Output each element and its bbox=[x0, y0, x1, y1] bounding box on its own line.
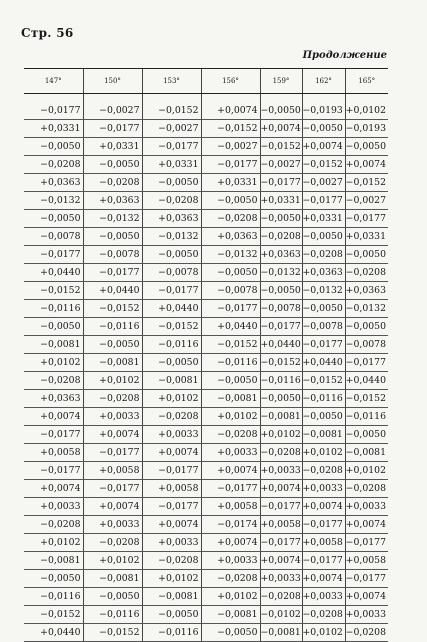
table-cell: −0,0177 bbox=[142, 462, 201, 480]
table-cell: +0,0363 bbox=[142, 210, 201, 228]
table-cell: −0,0193 bbox=[345, 120, 388, 138]
table-row bbox=[24, 336, 388, 354]
continuation-label: Продолжение bbox=[302, 50, 387, 61]
table-row bbox=[24, 174, 388, 192]
table-cell: +0,0102 bbox=[24, 534, 83, 552]
table-cell: −0,0027 bbox=[260, 156, 302, 174]
table-cell: +0,0058 bbox=[345, 552, 388, 570]
table-cell: −0,0081 bbox=[83, 570, 142, 588]
table-cell: +0,0331 bbox=[302, 210, 345, 228]
table-cell: −0,0177 bbox=[260, 174, 302, 192]
table-row bbox=[24, 588, 388, 606]
table-row bbox=[24, 300, 388, 318]
table-cell: −0,0152 bbox=[201, 336, 260, 354]
table-cell: −0,0132 bbox=[201, 246, 260, 264]
table-cell: +0,0033 bbox=[142, 534, 201, 552]
table-cell: −0,0050 bbox=[260, 102, 302, 120]
table-cell: −0,0177 bbox=[345, 354, 388, 372]
column-header: 147° bbox=[24, 69, 83, 94]
table-row bbox=[24, 138, 388, 156]
table-cell: −0,0177 bbox=[24, 246, 83, 264]
table-row bbox=[24, 462, 388, 480]
table-cell: −0,0050 bbox=[302, 408, 345, 426]
table-cell: −0,0050 bbox=[142, 606, 201, 624]
spacer-cell bbox=[24, 94, 83, 103]
table-row bbox=[24, 426, 388, 444]
table-cell: +0,0058 bbox=[142, 480, 201, 498]
table-cell: −0,0081 bbox=[302, 426, 345, 444]
table-cell: +0,0331 bbox=[83, 138, 142, 156]
table-cell: +0,0102 bbox=[83, 372, 142, 390]
table-cell: +0,0074 bbox=[201, 102, 260, 120]
table-cell: −0,0078 bbox=[142, 264, 201, 282]
table-cell: −0,0177 bbox=[24, 462, 83, 480]
table-cell: +0,0074 bbox=[142, 516, 201, 534]
table-cell: −0,0078 bbox=[345, 336, 388, 354]
table-cell: −0,0177 bbox=[345, 534, 388, 552]
table-row bbox=[24, 444, 388, 462]
table-cell: −0,0050 bbox=[83, 228, 142, 246]
table-cell: −0,0208 bbox=[260, 588, 302, 606]
table-cell: −0,0208 bbox=[24, 372, 83, 390]
header-row bbox=[24, 69, 388, 94]
table-cell: +0,0440 bbox=[302, 354, 345, 372]
table-row bbox=[24, 318, 388, 336]
table-cell: −0,0050 bbox=[83, 588, 142, 606]
table-cell: +0,0331 bbox=[24, 120, 83, 138]
table-cell: +0,0033 bbox=[260, 462, 302, 480]
table-cell: +0,0331 bbox=[201, 174, 260, 192]
table-row bbox=[24, 408, 388, 426]
table-row bbox=[24, 570, 388, 588]
table-cell: +0,0074 bbox=[345, 516, 388, 534]
table-row bbox=[24, 156, 388, 174]
table-cell: −0,0027 bbox=[345, 192, 388, 210]
table-cell: −0,0208 bbox=[142, 408, 201, 426]
table-cell: −0,0177 bbox=[302, 336, 345, 354]
table-cell: +0,0033 bbox=[201, 552, 260, 570]
table-cell: −0,0177 bbox=[83, 264, 142, 282]
table-cell: +0,0102 bbox=[260, 426, 302, 444]
table-row bbox=[24, 606, 388, 624]
table-cell: −0,0177 bbox=[83, 120, 142, 138]
table-cell: +0,0363 bbox=[302, 264, 345, 282]
table-cell: +0,0331 bbox=[345, 228, 388, 246]
table-cell: +0,0440 bbox=[142, 300, 201, 318]
table-cell: −0,0208 bbox=[302, 462, 345, 480]
table-row bbox=[24, 210, 388, 228]
table-cell: −0,0177 bbox=[83, 444, 142, 462]
values-table bbox=[24, 68, 388, 642]
table-cell: +0,0033 bbox=[302, 480, 345, 498]
table-cell: +0,0102 bbox=[345, 102, 388, 120]
table-cell: −0,0177 bbox=[201, 156, 260, 174]
table-row bbox=[24, 246, 388, 264]
table-cell: −0,0116 bbox=[345, 408, 388, 426]
table-cell: −0,0050 bbox=[24, 138, 83, 156]
table-row bbox=[24, 102, 388, 120]
table-cell: +0,0074 bbox=[302, 570, 345, 588]
table-cell: +0,0440 bbox=[83, 282, 142, 300]
table-cell: −0,0050 bbox=[24, 210, 83, 228]
table-cell: −0,0050 bbox=[142, 174, 201, 192]
table-cell: +0,0331 bbox=[142, 156, 201, 174]
table-cell: −0,0116 bbox=[302, 390, 345, 408]
table-cell: +0,0033 bbox=[302, 588, 345, 606]
table-cell: +0,0102 bbox=[83, 552, 142, 570]
table-row bbox=[24, 228, 388, 246]
table-cell: +0,0033 bbox=[83, 516, 142, 534]
table-cell: +0,0440 bbox=[201, 318, 260, 336]
table-cell: −0,0081 bbox=[24, 336, 83, 354]
table-cell: −0,0027 bbox=[142, 120, 201, 138]
table-cell: −0,0132 bbox=[302, 282, 345, 300]
table-cell: −0,0208 bbox=[83, 174, 142, 192]
spacer-cell bbox=[260, 94, 302, 103]
table-cell: −0,0050 bbox=[24, 570, 83, 588]
table-cell: −0,0152 bbox=[345, 390, 388, 408]
table-cell: −0,0152 bbox=[260, 354, 302, 372]
table-cell: −0,0208 bbox=[201, 570, 260, 588]
table-cell: −0,0132 bbox=[83, 210, 142, 228]
table-row bbox=[24, 390, 388, 408]
table-cell: −0,0050 bbox=[260, 282, 302, 300]
table-cell: +0,0440 bbox=[24, 624, 83, 642]
table-cell: −0,0208 bbox=[302, 246, 345, 264]
table-cell: −0,0177 bbox=[345, 570, 388, 588]
table-cell: −0,0177 bbox=[24, 102, 83, 120]
table-cell: +0,0102 bbox=[142, 390, 201, 408]
table-row bbox=[24, 354, 388, 372]
table-cell: +0,0102 bbox=[201, 588, 260, 606]
table-cell: −0,0177 bbox=[260, 318, 302, 336]
table-cell: +0,0074 bbox=[24, 480, 83, 498]
table-cell: −0,0177 bbox=[260, 498, 302, 516]
page-label: Стр. 56 bbox=[21, 26, 74, 40]
table-cell: +0,0102 bbox=[345, 462, 388, 480]
table-cell: +0,0363 bbox=[24, 390, 83, 408]
table-cell: −0,0116 bbox=[142, 624, 201, 642]
table-cell: −0,0050 bbox=[260, 210, 302, 228]
table-cell: +0,0033 bbox=[24, 498, 83, 516]
table-cell: −0,0027 bbox=[83, 102, 142, 120]
table-cell: −0,0050 bbox=[142, 354, 201, 372]
table-row bbox=[24, 624, 388, 642]
spacer-cell bbox=[83, 94, 142, 103]
table-cell: −0,0050 bbox=[302, 228, 345, 246]
table-cell: −0,0132 bbox=[260, 264, 302, 282]
table-cell: +0,0363 bbox=[83, 192, 142, 210]
table-cell: −0,0116 bbox=[24, 300, 83, 318]
table-cell: +0,0033 bbox=[345, 498, 388, 516]
table-cell: −0,0116 bbox=[142, 336, 201, 354]
table-cell: +0,0363 bbox=[260, 246, 302, 264]
table-cell: −0,0081 bbox=[142, 372, 201, 390]
table-cell: −0,0050 bbox=[345, 426, 388, 444]
table-cell: −0,0050 bbox=[24, 318, 83, 336]
table-cell: −0,0152 bbox=[83, 624, 142, 642]
spacer-cell bbox=[201, 94, 260, 103]
table-cell: −0,0208 bbox=[345, 264, 388, 282]
table-cell: +0,0363 bbox=[345, 282, 388, 300]
table-cell: −0,0208 bbox=[24, 516, 83, 534]
table-cell: −0,0050 bbox=[302, 120, 345, 138]
table-cell: −0,0208 bbox=[83, 534, 142, 552]
table-cell: +0,0363 bbox=[24, 174, 83, 192]
table-cell: −0,0177 bbox=[302, 192, 345, 210]
table-cell: −0,0081 bbox=[201, 390, 260, 408]
table-cell: −0,0050 bbox=[83, 156, 142, 174]
table-cell: −0,0208 bbox=[24, 156, 83, 174]
spacer-cell bbox=[345, 94, 388, 103]
table-cell: +0,0102 bbox=[24, 354, 83, 372]
table-cell: +0,0074 bbox=[24, 408, 83, 426]
table-cell: +0,0033 bbox=[142, 426, 201, 444]
table-cell: −0,0152 bbox=[24, 606, 83, 624]
table-cell: +0,0074 bbox=[302, 498, 345, 516]
table-cell: −0,0208 bbox=[142, 552, 201, 570]
table-cell: −0,0050 bbox=[83, 336, 142, 354]
table-cell: −0,0050 bbox=[201, 624, 260, 642]
table-cell: +0,0033 bbox=[83, 408, 142, 426]
table-cell: −0,0208 bbox=[302, 606, 345, 624]
spacer-cell bbox=[302, 94, 345, 103]
table-cell: −0,0078 bbox=[302, 318, 345, 336]
table-cell: −0,0152 bbox=[201, 120, 260, 138]
table-row bbox=[24, 192, 388, 210]
table-cell: −0,0102 bbox=[260, 606, 302, 624]
table-cell: −0,0152 bbox=[302, 372, 345, 390]
table-cell: +0,0102 bbox=[201, 408, 260, 426]
table-cell: −0,0177 bbox=[24, 426, 83, 444]
table-cell: −0,0050 bbox=[201, 192, 260, 210]
table-cell: −0,0116 bbox=[24, 588, 83, 606]
table-cell: +0,0440 bbox=[260, 336, 302, 354]
table-cell: +0,0074 bbox=[302, 138, 345, 156]
table-cell: −0,0152 bbox=[302, 156, 345, 174]
column-header: 153° bbox=[142, 69, 201, 94]
table-cell: −0,0208 bbox=[260, 444, 302, 462]
table-cell: −0,0081 bbox=[345, 444, 388, 462]
table-row bbox=[24, 282, 388, 300]
table-cell: −0,0116 bbox=[83, 318, 142, 336]
table-cell: +0,0074 bbox=[260, 552, 302, 570]
table-cell: −0,0050 bbox=[345, 246, 388, 264]
table-cell: −0,0177 bbox=[142, 138, 201, 156]
table-cell: −0,0081 bbox=[24, 552, 83, 570]
table-cell: −0,0116 bbox=[260, 372, 302, 390]
table-cell: −0,0152 bbox=[345, 174, 388, 192]
column-header: 162° bbox=[302, 69, 345, 94]
table-cell: −0,0174 bbox=[201, 516, 260, 534]
table-cell: +0,0074 bbox=[201, 462, 260, 480]
table-cell: −0,0208 bbox=[345, 480, 388, 498]
table-cell: −0,0152 bbox=[83, 300, 142, 318]
column-header: 150° bbox=[83, 69, 142, 94]
table-row bbox=[24, 498, 388, 516]
table-cell: −0,0081 bbox=[201, 606, 260, 624]
table-cell: −0,0132 bbox=[142, 228, 201, 246]
table-row bbox=[24, 372, 388, 390]
table-cell: +0,0074 bbox=[345, 588, 388, 606]
table-cell: −0,0177 bbox=[83, 480, 142, 498]
table-cell: +0,0058 bbox=[24, 444, 83, 462]
table-cell: −0,0177 bbox=[201, 300, 260, 318]
spacer-row bbox=[24, 94, 388, 103]
table-cell: −0,0116 bbox=[201, 354, 260, 372]
table-cell: −0,0078 bbox=[24, 228, 83, 246]
table-cell: +0,0074 bbox=[260, 480, 302, 498]
table-cell: −0,0078 bbox=[260, 300, 302, 318]
table-cell: +0,0058 bbox=[83, 462, 142, 480]
table-cell: −0,0193 bbox=[302, 102, 345, 120]
column-header: 159° bbox=[260, 69, 302, 94]
table-cell: −0,0177 bbox=[201, 480, 260, 498]
table-cell: +0,0440 bbox=[24, 264, 83, 282]
table-cell: −0,0177 bbox=[260, 534, 302, 552]
column-header: 156° bbox=[201, 69, 260, 94]
spacer-cell bbox=[142, 94, 201, 103]
table-cell: −0,0208 bbox=[201, 426, 260, 444]
table-cell: −0,0050 bbox=[345, 138, 388, 156]
table-cell: −0,0050 bbox=[302, 300, 345, 318]
table-cell: +0,0074 bbox=[201, 534, 260, 552]
column-header: 165° bbox=[345, 69, 388, 94]
table-cell: −0,0050 bbox=[201, 372, 260, 390]
table-cell: −0,0027 bbox=[302, 174, 345, 192]
table-cell: −0,0081 bbox=[142, 588, 201, 606]
table-cell: +0,0074 bbox=[260, 120, 302, 138]
table-cell: −0,0081 bbox=[83, 354, 142, 372]
table-row bbox=[24, 264, 388, 282]
table-cell: −0,0208 bbox=[260, 228, 302, 246]
table-cell: −0,0078 bbox=[83, 246, 142, 264]
table-cell: −0,0027 bbox=[201, 138, 260, 156]
table-cell: −0,0050 bbox=[201, 264, 260, 282]
table-cell: −0,0152 bbox=[24, 282, 83, 300]
table-cell: −0,0132 bbox=[345, 300, 388, 318]
table-cell: −0,0177 bbox=[302, 516, 345, 534]
table-cell: −0,0208 bbox=[142, 192, 201, 210]
table-cell: −0,0177 bbox=[302, 552, 345, 570]
table-row bbox=[24, 480, 388, 498]
table-cell: −0,0152 bbox=[142, 318, 201, 336]
table-cell: −0,0177 bbox=[142, 498, 201, 516]
table-cell: +0,0074 bbox=[142, 444, 201, 462]
table-cell: +0,0033 bbox=[201, 444, 260, 462]
table-cell: −0,0152 bbox=[260, 138, 302, 156]
table-cell: +0,0074 bbox=[83, 498, 142, 516]
table-cell: −0,0132 bbox=[24, 192, 83, 210]
table-cell: +0,0058 bbox=[201, 498, 260, 516]
table-cell: −0,0208 bbox=[83, 390, 142, 408]
table-cell: +0,0440 bbox=[345, 372, 388, 390]
table-cell: −0,0116 bbox=[83, 606, 142, 624]
table-cell: +0,0331 bbox=[260, 192, 302, 210]
table-row bbox=[24, 534, 388, 552]
table-cell: −0,0050 bbox=[142, 246, 201, 264]
table-cell: −0,0078 bbox=[201, 282, 260, 300]
table-cell: +0,0102 bbox=[302, 624, 345, 642]
table-cell: +0,0363 bbox=[201, 228, 260, 246]
table-row bbox=[24, 120, 388, 138]
table-cell: +0,0102 bbox=[302, 444, 345, 462]
table-cell: +0,0033 bbox=[260, 570, 302, 588]
table-cell: +0,0058 bbox=[302, 534, 345, 552]
table-cell: +0,0074 bbox=[83, 426, 142, 444]
table-cell: −0,0177 bbox=[345, 210, 388, 228]
table-cell: +0,0058 bbox=[260, 516, 302, 534]
table-cell: −0,0050 bbox=[345, 318, 388, 336]
table-cell: +0,0102 bbox=[142, 570, 201, 588]
table-cell: −0,0081 bbox=[260, 408, 302, 426]
table-row bbox=[24, 516, 388, 534]
table-cell: −0,0050 bbox=[260, 390, 302, 408]
table-cell: +0,0074 bbox=[345, 156, 388, 174]
table-cell: +0,0033 bbox=[345, 606, 388, 624]
table-cell: −0,0152 bbox=[142, 102, 201, 120]
table-cell: −0,0177 bbox=[142, 282, 201, 300]
table-cell: −0,0081 bbox=[260, 624, 302, 642]
table-cell: −0,0208 bbox=[345, 624, 388, 642]
table-row bbox=[24, 552, 388, 570]
table-cell: −0,0208 bbox=[201, 210, 260, 228]
